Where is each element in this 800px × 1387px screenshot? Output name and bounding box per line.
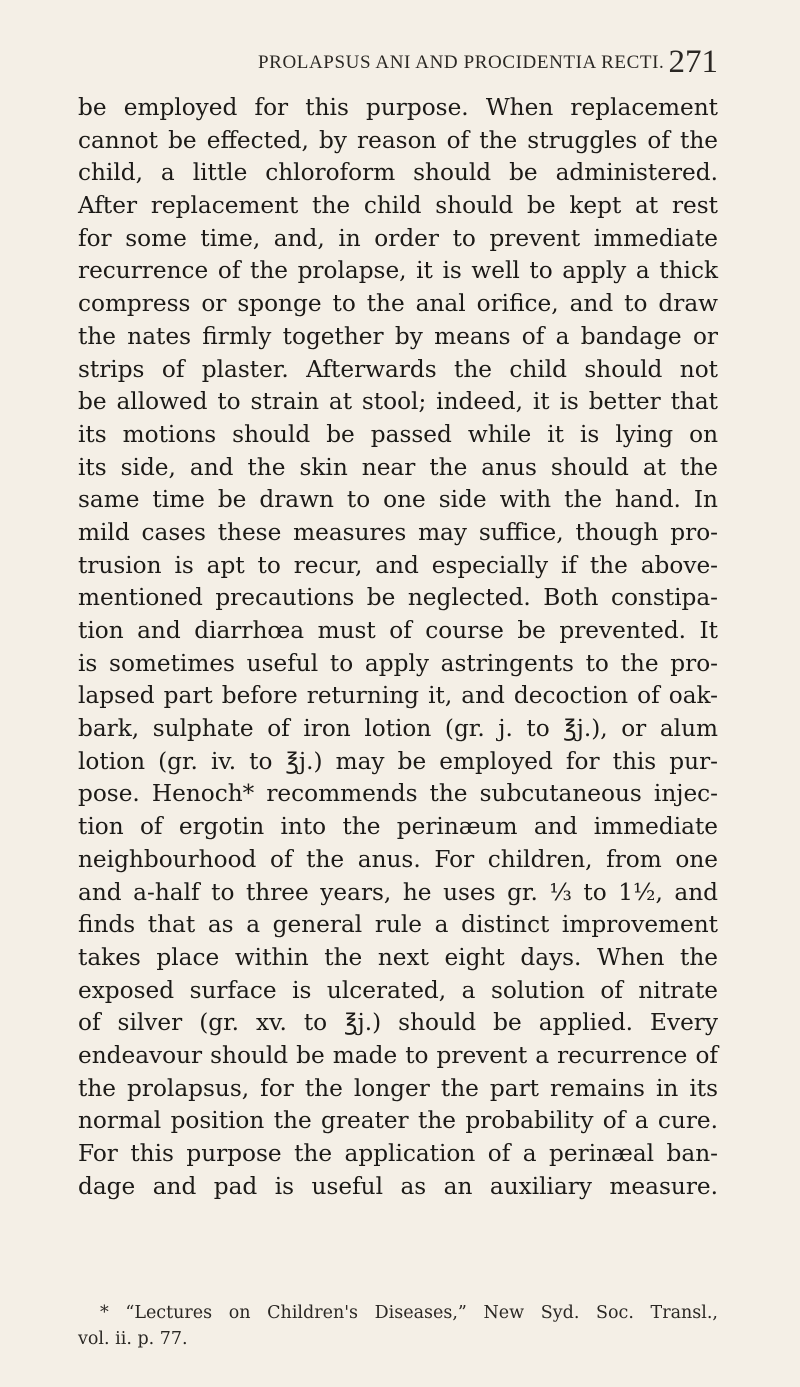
footnote-line: vol. ii. p. 77. xyxy=(78,1329,188,1349)
text-line: be allowed to strain at stool; indeed, it is better that xyxy=(78,388,718,416)
text-line: bark, sulphate of iron lotion (gr. j. to ℥j.), or alum xyxy=(78,715,718,743)
text-line: After replacement the child should be kept at rest xyxy=(78,192,718,220)
text-line: recurrence of the prolapse, it is well to apply a thick xyxy=(78,257,718,285)
text-line: tion and diarrhœa must of course be prevented. It xyxy=(78,617,718,644)
text-line: its side, and the skin near the anus should at the xyxy=(78,453,718,481)
text-line: same time be drawn to one side with the hand. In xyxy=(78,486,718,514)
text-line: exposed surface is ulcerated, a solution of nitrate xyxy=(78,976,718,1004)
text-line: lapsed part before returning it, and decoction of oak- xyxy=(78,682,718,710)
text-line: be employed for this purpose. When replacement xyxy=(78,94,718,121)
text-line: takes place within the next eight days. When the xyxy=(78,943,718,971)
text-line: mild cases these measures may suffice, though pro- xyxy=(78,518,718,546)
text-line: cannot be effected, by reason of the struggles of the xyxy=(78,126,718,154)
text-line: dage and pad is useful as an auxiliary measure. xyxy=(78,1172,718,1200)
running-title: PROLAPSUS ANI AND PROCIDENTIA RECTI. xyxy=(258,52,665,73)
body-text xyxy=(78,92,718,1203)
footnote-line: * “Lectures on Children's Diseases,” New Syd. Soc. Transl., xyxy=(100,1303,718,1323)
text-line: finds that as a general rule a distinct improvement xyxy=(78,911,718,939)
text-line: for some time, and, in order to prevent immediate xyxy=(78,224,718,252)
text-line: endeavour should be made to prevent a recurrence of xyxy=(78,1041,718,1069)
text-line: compress or sponge to the anal orifice, and to draw xyxy=(78,290,718,318)
text-line: is sometimes useful to apply astringents to the pro- xyxy=(78,649,718,677)
text-line: of silver (gr. xv. to ℥j.) should be applied. Every xyxy=(78,1009,718,1037)
footnote xyxy=(78,1300,718,1352)
text-line: strips of plaster. Afterwards the child should not xyxy=(78,355,718,383)
text-line: lotion (gr. iv. to ℥j.) may be employed for this pur- xyxy=(78,747,718,775)
text-line: normal position the greater the probability of a cure. xyxy=(78,1107,718,1135)
text-line: tion of ergotin into the perinæum and immediate xyxy=(78,813,718,841)
text-line: mentioned precautions be neglected. Both constipa- xyxy=(78,584,718,612)
text-line: child, a little chloroform should be administered. xyxy=(78,159,718,187)
text-line: pose. Henoch* recommends the subcutaneous injec- xyxy=(78,780,718,808)
text-line: its motions should be passed while it is lying on xyxy=(78,420,718,448)
text-line: the nates firmly together by means of a bandage or xyxy=(78,322,718,350)
text-line: the prolapsus, for the longer the part remains in its xyxy=(78,1074,718,1102)
text-line: trusion is apt to recur, and especially if the above- xyxy=(78,551,718,579)
text-line: For this purpose the application of a perinæal ban- xyxy=(78,1140,718,1167)
text-line: and a-half to three years, he uses gr. ⅓ to 1½, and xyxy=(78,878,718,906)
text-line: neighbourhood of the anus. For children, from one xyxy=(78,845,718,873)
running-head xyxy=(258,44,718,80)
page-number: 271 xyxy=(668,44,718,80)
